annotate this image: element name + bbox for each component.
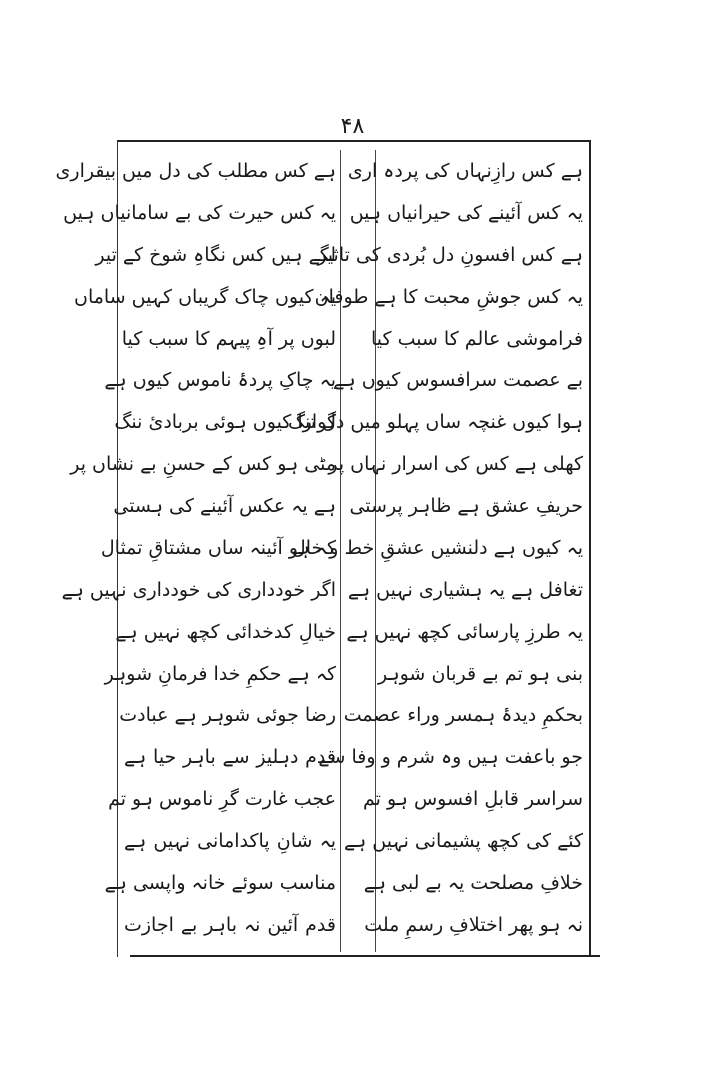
verse-line: مناسب سوئے خانہ واپسی ہے: [104, 871, 336, 894]
verse-line: مٹی ہو کس کے حسنِ بے نشاں پر: [70, 453, 336, 476]
verse-line: لگے ہیں کس نگاہِ شوخ کے تیر: [95, 243, 336, 266]
page-number: ۴۸: [340, 114, 365, 139]
verse-line: یہ کس آئینے کی حیرانیاں ہیں: [349, 201, 583, 224]
verse-line: کہ ہے حکمِ خدا فرمانِ شوہر: [104, 662, 336, 685]
verse-line: سراسر قابلِ افسوس ہو تم: [363, 788, 583, 811]
verse-line: خیالِ کدخدائی کچھ نہیں ہے: [115, 620, 336, 643]
frame-bottom-border: [130, 955, 600, 957]
verse-line: کھلی ہے کس کی اسرار نہاں پر: [328, 453, 583, 476]
verse-line: قدم دہلیز سے باہر حیا ہے: [124, 746, 336, 769]
verse-line: یہ کیوں چاک گریباں کہیں ساماں: [73, 285, 336, 308]
frame-right-border: [589, 140, 591, 955]
verse-line: تغافل ہے یہ ہشیاری نہیں ہے: [347, 578, 583, 601]
verse-line: یہ کس جوشِ محبت کا ہے طوفان: [314, 285, 583, 308]
verse-line: قدم آئین نہ باہر بے اجازت: [124, 913, 336, 936]
verse-line: خلافِ مصلحت یہ بے لبی ہے: [363, 871, 583, 894]
verse-line: گوارا کیوں ہوئی بربادیٔ ننگ: [114, 411, 336, 434]
verse-line: یہ شانِ پاکدامانی نہیں ہے: [124, 830, 336, 852]
verse-line: ہے یہ عکس آئینے کی ہستی: [113, 495, 336, 517]
verse-line: اگر خودداری کی خودداری نہیں ہے: [61, 578, 336, 601]
verse-line: یہ چاکِ پردۂ ناموس کیوں ہے: [104, 369, 336, 392]
left-column: [55, 158, 336, 938]
right-column: [288, 158, 583, 938]
verse-line: عجب غارت گرِ ناموس ہو تم: [108, 788, 336, 811]
verse-line: ہے کس افسونِ دل بُردی کی تاثیر: [317, 243, 583, 266]
verse-line: یہ کیوں ہے دلنشیں عشقِ خط و خال: [291, 536, 583, 559]
verse-line: ہے کس مطلب کی دل میں بیقراری: [55, 160, 336, 182]
verse-line: کئے کی کچھ پشیمانی نہیں ہے: [343, 830, 583, 852]
verse-line: بے عصمت سرافسوس کیوں ہے: [333, 369, 583, 392]
verse-line: نہ ہو پھر اختلافِ رسمِ ملت: [364, 913, 583, 936]
verse-line: ہے کس رازِنہاں کی پردہ اری: [347, 160, 583, 182]
verse-line: یہ طرزِ پارسائی کچھ نہیں ہے: [346, 620, 583, 643]
verse-line: لبوں پر آہِ پیہم کا سبب کیا: [121, 327, 336, 350]
verse-line: جو باعفت ہیں وہ شرم و وفا سے: [318, 746, 583, 769]
verse-line: رضا جوئی شوہر ہے عبادت: [119, 704, 336, 727]
verse-line: حریفِ عشق ہے ظاہر پرستی: [349, 495, 583, 517]
verse-line: یہ کس حیرت کی بے سامانیاں ہیں: [63, 201, 336, 224]
verse-line: بحکمِ دیدۂ ہمسر وراء عصمت: [343, 704, 583, 727]
verse-line: کہ ہو آئینہ ساں مشتاقِ تمثال: [100, 536, 336, 559]
verse-line: فراموشی عالم کا سبب کیا: [370, 327, 583, 350]
verse-line: ہوا کیوں غنچہ ساں پہلو میں دل تنگ: [288, 411, 583, 434]
verse-line: بنی ہو تم بے قربان شوہر: [378, 662, 583, 685]
